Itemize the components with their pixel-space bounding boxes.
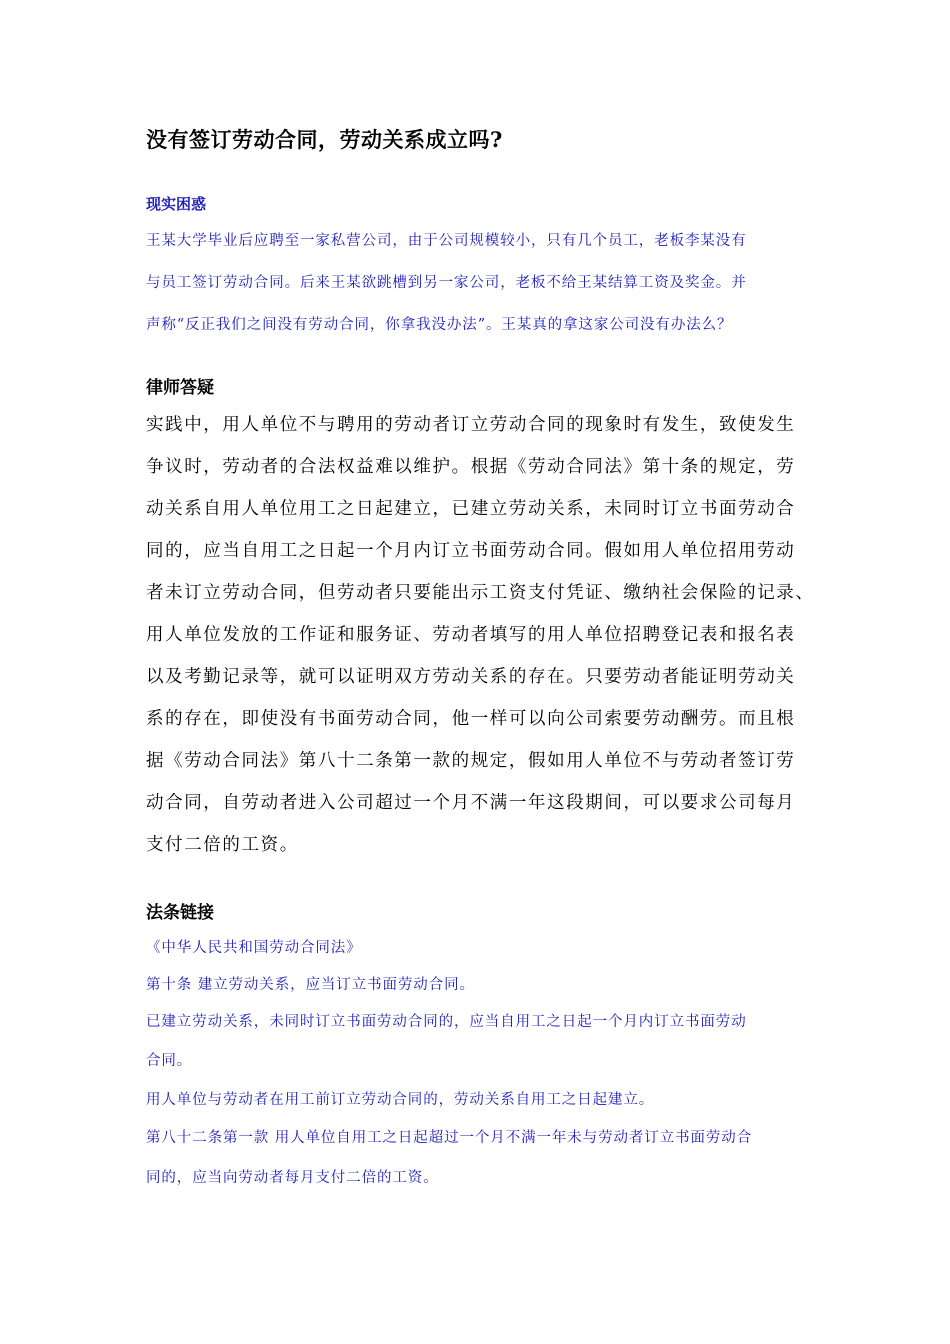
law-line: 用人单位与劳动者在用工前订立劳动合同的，劳动关系自用工之日起建立。: [146, 1092, 655, 1108]
situation-heading: 现实困惑: [146, 195, 207, 213]
law-line: 《中华人民共和国劳动合同法》: [146, 940, 362, 956]
lawyer-line: 支付二倍的工资。: [146, 835, 299, 855]
law-line: 第十条 建立劳动关系，应当订立书面劳动合同。: [146, 977, 475, 993]
lawyer-line: 争议时，劳动者的合法权益难以维护。根据《劳动合同法》第十条的规定，劳: [146, 457, 796, 477]
lawyer-heading: 律师答疑: [146, 378, 214, 398]
situation-line: 王某大学毕业后应聘至一家私营公司，由于公司规模较小，只有几个员工，老板李某没有: [146, 233, 747, 249]
law-line: 同的，应当向劳动者每月支付二倍的工资。: [146, 1170, 439, 1186]
lawyer-line: 实践中，用人单位不与聘用的劳动者订立劳动合同的现象时有发生，致使发生: [146, 415, 796, 435]
lawyer-line: 据《劳动合同法》第八十二条第一款的规定，假如用人单位不与劳动者签订劳: [146, 751, 796, 771]
lawyer-line: 者未订立劳动合同，但劳动者只要能出示工资支付凭证、缴纳社会保险的记录、: [146, 583, 815, 603]
lawyer-line: 动关系自用人单位用工之日起建立，已建立劳动关系，未同时订立书面劳动合: [146, 499, 796, 519]
lawyer-line: 动合同，自劳动者进入公司超过一个月不满一年这段期间，可以要求公司每月: [146, 793, 796, 813]
lawyer-line: 系的存在，即使没有书面劳动合同，他一样可以向公司索要劳动酬劳。而且根: [146, 709, 796, 729]
law-line: 已建立劳动关系，未同时订立书面劳动合同的，应当自用工之日起一个月内订立书面劳动: [146, 1014, 747, 1030]
lawyer-line: 以及考勤记录等，就可以证明双方劳动关系的存在。只要劳动者能证明劳动关: [146, 667, 796, 687]
lawyer-line: 用人单位发放的工作证和服务证、劳动者填写的用人单位招聘登记表和报名表: [146, 625, 796, 645]
page-title: 没有签订劳动合同，劳动关系成立吗?: [146, 127, 503, 152]
law-heading: 法条链接: [146, 903, 214, 923]
law-line: 第八十二条第一款 用人单位自用工之日起超过一个月不满一年未与劳动者订立书面劳动合: [146, 1130, 753, 1146]
situation-line: 与员工签订劳动合同。后来王某欲跳槽到另一家公司，老板不给王某结算工资及奖金。并: [146, 275, 747, 291]
situation-line: 声称“反正我们之间没有劳动合同，你拿我没办法”。王某真的拿这家公司没有办法么？: [146, 317, 733, 333]
lawyer-line: 同的，应当自用工之日起一个月内订立书面劳动合同。假如用人单位招用劳动: [146, 541, 796, 561]
law-line: 合同。: [146, 1053, 193, 1069]
